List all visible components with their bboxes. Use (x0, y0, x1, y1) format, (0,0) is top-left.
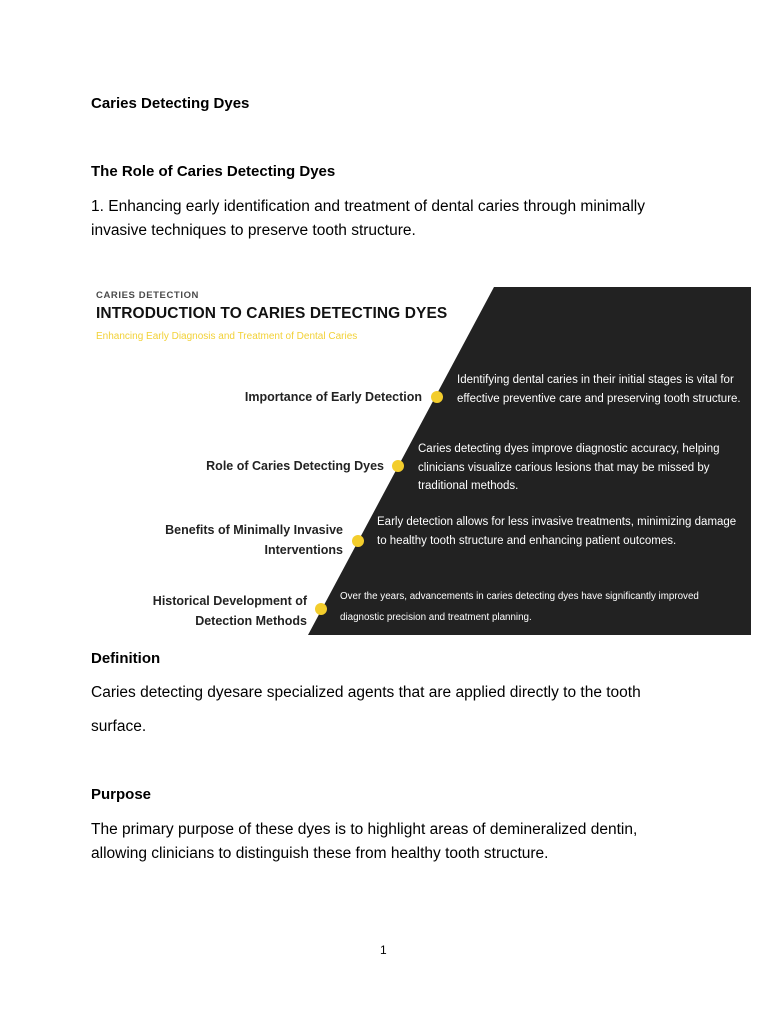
item-label-historical-development: Historical Development of Detection Methods (152, 594, 307, 628)
bullet-dot-icon (352, 535, 364, 547)
item-desc-role-of-dyes: Caries detecting dyes improve diagnostic accuracy, helping clinicians visualize carious lesions that may be missed by traditional methods. (418, 443, 720, 492)
item-desc-historical-development: Over the years, advancements in caries detecting dyes have significantly improved diagnostic precision and treatment planning. (340, 591, 699, 623)
page-number: 1 (380, 943, 387, 957)
item-desc-minimally-invasive: Early detection allows for less invasive treatments, minimizing damage to healthy tooth structure and enhancing patient outcomes. (377, 516, 737, 547)
bullet-dot-icon (315, 603, 327, 615)
item-label-early-detection: Importance of Early Detection (244, 390, 422, 404)
definition-heading: Definition (91, 650, 161, 667)
bullet-dot-icon (392, 460, 404, 472)
infographic-kicker: CARIES DETECTION (96, 290, 200, 301)
item-desc-early-detection: Identifying dental caries in their initial stages is vital for effective preventive care and preserving tooth structure. (457, 374, 741, 405)
item-label-role-of-dyes: Role of Caries Detecting Dyes (206, 459, 384, 473)
definition-text: Caries detecting dyesare specialized agents that are applied directly to the tooth surface. (91, 684, 641, 735)
purpose-heading: Purpose (91, 786, 152, 803)
infographic-image (90, 287, 751, 635)
bullet-dot-icon (431, 391, 443, 403)
role-item-1: 1. Enhancing early identification and treatment of dental caries through minimally invasive techniques to preserve tooth structure. (91, 198, 646, 239)
item-label-minimally-invasive: Benefits of Minimally Invasive Interventions (165, 523, 343, 557)
document-title: Caries Detecting Dyes (91, 95, 250, 112)
infographic-title: INTRODUCTION TO CARIES DETECTING DYES (96, 305, 448, 322)
purpose-text: The primary purpose of these dyes is to highlight areas of demineralized dentin, allowing clinicians to distinguish these from healthy tooth structure. (91, 821, 638, 862)
infographic-subtitle: Enhancing Early Diagnosis and Treatment of Dental Caries (96, 331, 358, 342)
role-heading: The Role of Caries Detecting Dyes (91, 163, 336, 180)
